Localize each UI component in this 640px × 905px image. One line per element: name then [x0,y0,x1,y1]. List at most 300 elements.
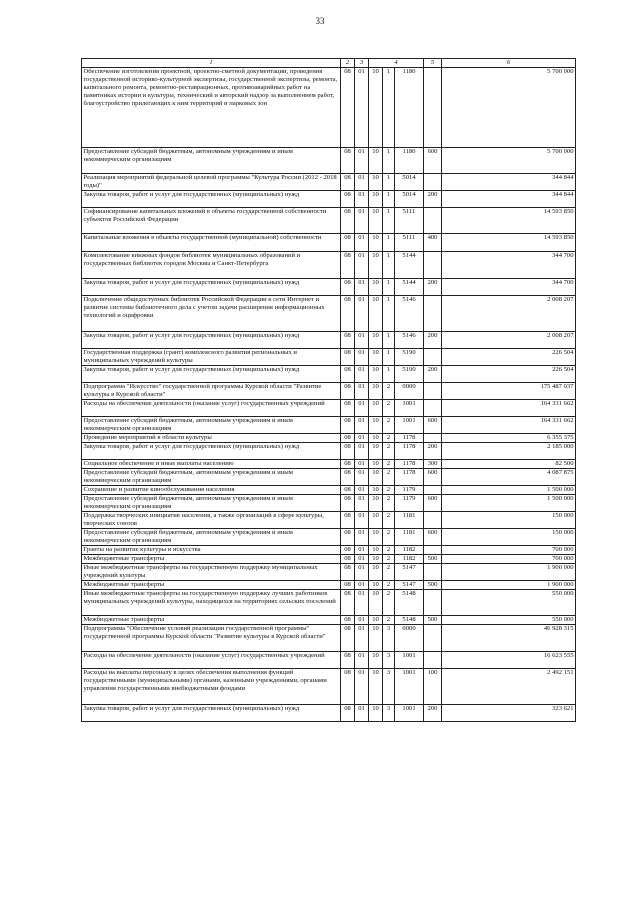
row-amount: 82 500 [442,460,576,469]
header-col-2: 2 [341,59,355,68]
row-subprogram: 1 [383,174,395,191]
row-expense-type [424,174,442,191]
row-section: 08 [341,581,355,590]
table-row [82,252,576,279]
row-expense-type [424,349,442,366]
row-subsection: 01 [355,495,369,512]
row-subprogram: 2 [383,443,395,460]
row-direction: 1181 [395,529,424,546]
row-subsection: 01 [355,443,369,460]
row-subprogram: 1 [383,148,395,174]
row-expense-type: 600 [424,469,442,486]
row-program: 10 [369,417,383,434]
row-section: 08 [341,590,355,616]
row-program: 10 [369,495,383,512]
row-subprogram: 2 [383,529,395,546]
row-amount: 14 593 850 [442,208,576,234]
row-section: 08 [341,383,355,400]
row-expense-type: 500 [424,616,442,625]
row-expense-type: 200 [424,191,442,208]
row-subsection: 01 [355,669,369,705]
table-row [82,546,576,555]
row-section: 08 [341,279,355,296]
table-row [82,460,576,469]
row-name: Закупка товаров, работ и услуг для государственных (муниципальных) нужд [82,279,341,296]
row-subsection: 01 [355,512,369,529]
row-section: 08 [341,564,355,581]
row-amount: 5 700 000 [442,148,576,174]
row-subprogram: 1 [383,191,395,208]
row-amount: 2 008 207 [442,332,576,349]
row-direction: 1178 [395,460,424,469]
row-direction: 5148 [395,590,424,616]
row-subprogram: 2 [383,564,395,581]
row-amount: 164 331 662 [442,417,576,434]
row-section: 08 [341,443,355,460]
row-program: 10 [369,332,383,349]
row-subsection: 01 [355,581,369,590]
row-name: Закупка товаров, работ и услуг для государственных (муниципальных) нужд [82,366,341,383]
row-subsection: 01 [355,417,369,434]
table-row [82,366,576,383]
table-row [82,705,576,722]
row-name: Обеспечение изготовления проектной, проектно-сметной документации, проведения государственной историко-культурной экспертизы, государственной экспертизы, ремонта, капитального ремонта, ремонтно-реставрационных, противоаварийных работ на памятниках истории и культуры, технический и авторский надзор за выполнением работ, благоустройство прилегающих к ним территорий и парковых зон [82,68,341,148]
row-name: Закупка товаров, работ и услуг для государственных (муниципальных) нужд [82,705,341,722]
row-name: Капитальные вложения в объекты государственной (муниципальной) собственности [82,234,341,252]
row-program: 10 [369,512,383,529]
row-expense-type [424,400,442,417]
row-subprogram: 1 [383,234,395,252]
row-amount: 226 504 [442,366,576,383]
row-subsection: 01 [355,616,369,625]
table-row [82,279,576,296]
table-row [82,400,576,417]
row-amount: 150 000 [442,529,576,546]
row-subsection: 01 [355,564,369,581]
row-direction: 1001 [395,400,424,417]
row-section: 08 [341,68,355,148]
table-row [82,495,576,512]
row-program: 10 [369,252,383,279]
row-subsection: 01 [355,279,369,296]
row-subsection: 01 [355,460,369,469]
row-section: 08 [341,555,355,564]
row-expense-type: 300 [424,460,442,469]
row-subprogram: 1 [383,252,395,279]
row-subprogram: 2 [383,581,395,590]
header-col-1: 1 [82,59,341,68]
row-direction: 1181 [395,512,424,529]
row-name: Иные межбюджетные трансферты на государственную поддержку лучших работников муниципальных учреждений культуры, находящихся на территориях сельских поселений [82,590,341,616]
row-section: 08 [341,148,355,174]
table-row [82,234,576,252]
header-col-3: 3 [355,59,369,68]
row-program: 10 [369,148,383,174]
header-col-6: 6 [442,59,576,68]
row-expense-type: 600 [424,417,442,434]
row-program: 10 [369,581,383,590]
row-subprogram: 2 [383,616,395,625]
row-program: 10 [369,234,383,252]
row-program: 10 [369,564,383,581]
row-direction: 5144 [395,252,424,279]
row-amount: 2 008 207 [442,296,576,332]
row-program: 10 [369,460,383,469]
row-subsection: 01 [355,296,369,332]
row-direction: 1178 [395,469,424,486]
row-program: 10 [369,191,383,208]
row-name: Иные межбюджетные трансферты на государственную поддержку муниципальных учреждений культуры [82,564,341,581]
row-subsection: 01 [355,486,369,495]
row-direction: 1180 [395,68,424,148]
row-section: 08 [341,705,355,722]
row-direction: 5147 [395,581,424,590]
row-expense-type: 600 [424,148,442,174]
row-name: Сохранение и развитие кинообслуживания населения [82,486,341,495]
row-expense-type: 500 [424,555,442,564]
row-section: 08 [341,417,355,434]
row-section: 08 [341,252,355,279]
row-amount: 344 700 [442,279,576,296]
row-program: 10 [369,400,383,417]
row-expense-type: 200 [424,332,442,349]
row-name: Софинансирование капитальных вложений в объекты государственной собственности субъектов Российской Федерации [82,208,341,234]
row-name: Закупка товаров, работ и услуг для государственных (муниципальных) нужд [82,443,341,460]
row-program: 10 [369,486,383,495]
row-direction: 1178 [395,443,424,460]
row-subsection: 01 [355,349,369,366]
row-section: 08 [341,512,355,529]
row-subsection: 01 [355,174,369,191]
row-expense-type: 100 [424,669,442,705]
row-subsection: 01 [355,234,369,252]
row-section: 08 [341,669,355,705]
row-subsection: 01 [355,625,369,652]
table-row [82,652,576,669]
row-subprogram: 1 [383,208,395,234]
row-subprogram: 2 [383,495,395,512]
row-subsection: 01 [355,68,369,148]
row-amount: 4 087 875 [442,469,576,486]
row-name: Подпрограмма "Обеспечение условий реализации государственной программы" государственной программы Курской области "Развитие культуры в Курской области" [82,625,341,652]
row-amount: 226 504 [442,349,576,366]
row-subsection: 01 [355,191,369,208]
row-amount: 2 492 151 [442,669,576,705]
row-program: 10 [369,296,383,332]
row-program: 10 [369,625,383,652]
row-amount: 16 623 555 [442,652,576,669]
row-direction: 5146 [395,332,424,349]
row-subprogram: 3 [383,669,395,705]
row-expense-type: 500 [424,581,442,590]
row-subprogram: 1 [383,279,395,296]
table-row [82,349,576,366]
row-subprogram: 3 [383,705,395,722]
row-program: 10 [369,546,383,555]
row-section: 08 [341,495,355,512]
row-section: 08 [341,208,355,234]
row-section: 08 [341,332,355,349]
row-name: Предоставление субсидий бюджетным, автономным учреждениям и иным некоммерческим организациям [82,495,341,512]
row-expense-type [424,486,442,495]
row-direction: 1178 [395,434,424,443]
row-section: 08 [341,191,355,208]
table-row [82,383,576,400]
row-amount: 550 000 [442,590,576,616]
row-amount: 150 000 [442,512,576,529]
row-direction: 1179 [395,495,424,512]
row-subsection: 01 [355,252,369,279]
table-row [82,434,576,443]
row-amount: 1 900 000 [442,581,576,590]
row-expense-type [424,68,442,148]
row-direction: 0000 [395,383,424,400]
row-expense-type [424,252,442,279]
row-program: 10 [369,590,383,616]
row-amount: 5 700 000 [442,68,576,148]
row-program: 10 [369,555,383,564]
row-subprogram: 2 [383,383,395,400]
table-row [82,148,576,174]
row-program: 10 [369,652,383,669]
table-row [82,174,576,191]
row-amount: 14 593 850 [442,234,576,252]
table-row [82,564,576,581]
row-subprogram: 2 [383,460,395,469]
row-direction: 5148 [395,616,424,625]
row-direction: 5144 [395,279,424,296]
row-direction: 5147 [395,564,424,581]
row-name: Предоставление субсидий бюджетным, автономным учреждениям и иным некоммерческим организациям [82,529,341,546]
row-amount: 344 844 [442,191,576,208]
row-program: 10 [369,529,383,546]
row-amount: 323 621 [442,705,576,722]
row-section: 08 [341,625,355,652]
row-name: Поддержка творческих инициатив населения, а также организаций в сфере культуры, творческих союзов [82,512,341,529]
row-direction: 5190 [395,349,424,366]
row-program: 10 [369,434,383,443]
row-section: 08 [341,174,355,191]
table-row [82,191,576,208]
row-name: Расходы на обеспечение деятельности (оказание услуг) государственных учреждений [82,400,341,417]
row-subsection: 01 [355,148,369,174]
budget-table [81,58,576,722]
row-section: 08 [341,486,355,495]
row-subprogram: 2 [383,486,395,495]
row-section: 08 [341,366,355,383]
row-program: 10 [369,705,383,722]
row-section: 08 [341,296,355,332]
row-direction: 1001 [395,417,424,434]
row-name: Гранты на развитие культуры и искусства [82,546,341,555]
row-expense-type: 600 [424,529,442,546]
row-name: Подпрограмма "Искусство" государственной программы Курской области "Развитие культуры в Курской области" [82,383,341,400]
row-name: Социальное обеспечение и иные выплаты населению [82,460,341,469]
row-expense-type: 400 [424,234,442,252]
row-section: 08 [341,652,355,669]
row-direction: 1180 [395,148,424,174]
row-amount: 164 331 662 [442,400,576,417]
row-expense-type: 200 [424,705,442,722]
row-program: 10 [369,68,383,148]
row-subprogram: 2 [383,417,395,434]
table-row [82,68,576,148]
row-section: 08 [341,616,355,625]
row-amount: 1 500 000 [442,495,576,512]
row-direction: 1001 [395,669,424,705]
row-subsection: 01 [355,546,369,555]
row-subprogram: 1 [383,366,395,383]
table-row [82,625,576,652]
row-expense-type [424,625,442,652]
row-direction: 1182 [395,555,424,564]
row-expense-type [424,296,442,332]
row-subprogram: 1 [383,349,395,366]
row-subprogram: 2 [383,512,395,529]
row-subprogram: 2 [383,434,395,443]
row-expense-type: 200 [424,279,442,296]
row-subsection: 01 [355,434,369,443]
row-amount: 344 700 [442,252,576,279]
row-expense-type [424,383,442,400]
table-row [82,616,576,625]
row-subprogram: 2 [383,555,395,564]
row-expense-type [424,546,442,555]
row-amount: 700 000 [442,546,576,555]
row-program: 10 [369,443,383,460]
table-row [82,208,576,234]
row-subsection: 01 [355,208,369,234]
row-amount: 2 185 000 [442,443,576,460]
row-amount: 1 500 000 [442,486,576,495]
row-section: 08 [341,460,355,469]
row-name: Межбюджетные трансферты [82,616,341,625]
row-subprogram: 1 [383,296,395,332]
table-header-row [82,59,576,68]
row-direction: 1179 [395,486,424,495]
row-subsection: 01 [355,332,369,349]
row-program: 10 [369,349,383,366]
row-subprogram: 2 [383,590,395,616]
row-subprogram: 3 [383,652,395,669]
row-expense-type: 600 [424,495,442,512]
row-program: 10 [369,616,383,625]
row-name: Расходы на обеспечение деятельности (оказание услуг) государственных учреждений [82,652,341,669]
row-amount: 175 487 037 [442,383,576,400]
row-expense-type: 200 [424,443,442,460]
row-subsection: 01 [355,705,369,722]
row-section: 08 [341,349,355,366]
table-row [82,332,576,349]
row-direction: 5190 [395,366,424,383]
table-row [82,443,576,460]
row-program: 10 [369,669,383,705]
row-section: 08 [341,400,355,417]
row-subsection: 01 [355,555,369,564]
table-row [82,590,576,616]
row-amount: 700 000 [442,555,576,564]
row-expense-type [424,512,442,529]
row-direction: 5014 [395,174,424,191]
table-row [82,296,576,332]
row-direction: 1001 [395,705,424,722]
row-program: 10 [369,366,383,383]
row-expense-type [424,208,442,234]
table-row [82,555,576,564]
row-name: Комплектование книжных фондов библиотек муниципальных образований и государственных библиотек городов Москвы и Санкт-Петербурга [82,252,341,279]
row-subprogram: 1 [383,332,395,349]
row-subsection: 01 [355,383,369,400]
header-col-4: 4 [369,59,424,68]
row-expense-type [424,590,442,616]
row-name: Закупка товаров, работ и услуг для государственных (муниципальных) нужд [82,191,341,208]
row-amount: 550 000 [442,616,576,625]
header-col-5: 5 [424,59,442,68]
row-amount: 46 928 315 [442,625,576,652]
row-name: Межбюджетные трансферты [82,555,341,564]
row-section: 08 [341,469,355,486]
row-name: Проведение мероприятий в области культуры [82,434,341,443]
row-name: Государственная поддержка (грант) комплексного развития региональных и муниципальных учреждений культуры [82,349,341,366]
row-section: 08 [341,546,355,555]
row-program: 10 [369,279,383,296]
row-program: 10 [369,174,383,191]
row-direction: 0000 [395,625,424,652]
table-row [82,529,576,546]
row-name: Закупка товаров, работ и услуг для государственных (муниципальных) нужд [82,332,341,349]
row-subsection: 01 [355,400,369,417]
row-name: Предоставление субсидий бюджетным, автономным учреждениям и иным некоммерческим организациям [82,469,341,486]
row-subsection: 01 [355,652,369,669]
row-name: Подключение общедоступных библиотек Российской Федерации к сети Интернет и развитие системы библиотечного дела с учетом задачи расширения информационных технологий и оцифровки [82,296,341,332]
row-subprogram: 2 [383,400,395,417]
row-expense-type [424,434,442,443]
row-subprogram: 1 [383,68,395,148]
page-number: 33 [315,16,325,26]
row-program: 10 [369,469,383,486]
table-row [82,469,576,486]
row-subsection: 01 [355,529,369,546]
row-expense-type [424,564,442,581]
row-section: 08 [341,529,355,546]
row-amount: 6 355 375 [442,434,576,443]
row-name: Предоставление субсидий бюджетным, автономным учреждениям и иным некоммерческим организациям [82,417,341,434]
row-direction: 5146 [395,296,424,332]
row-direction: 5111 [395,208,424,234]
table-row [82,512,576,529]
row-name: Предоставление субсидий бюджетным, автономным учреждениям и иным некоммерческим организациям [82,148,341,174]
row-expense-type: 200 [424,366,442,383]
row-subsection: 01 [355,590,369,616]
row-direction: 1001 [395,652,424,669]
row-name: Расходы на выплаты персоналу в целях обеспечения выполнения функций государственными (муниципальными) органами, казенными учреждениями, органами управления государственными внебюджетными фондами [82,669,341,705]
table-row [82,581,576,590]
row-direction: 5014 [395,191,424,208]
row-subprogram: 3 [383,625,395,652]
row-subsection: 01 [355,469,369,486]
table-row [82,669,576,705]
table-row [82,486,576,495]
row-section: 08 [341,234,355,252]
row-section: 08 [341,434,355,443]
row-subprogram: 2 [383,546,395,555]
row-expense-type [424,652,442,669]
row-name: Реализация мероприятий федеральной целевой программы "Культура России (2012 - 2018 годы)" [82,174,341,191]
row-program: 10 [369,208,383,234]
row-direction: 5111 [395,234,424,252]
row-amount: 344 844 [442,174,576,191]
table-row [82,417,576,434]
